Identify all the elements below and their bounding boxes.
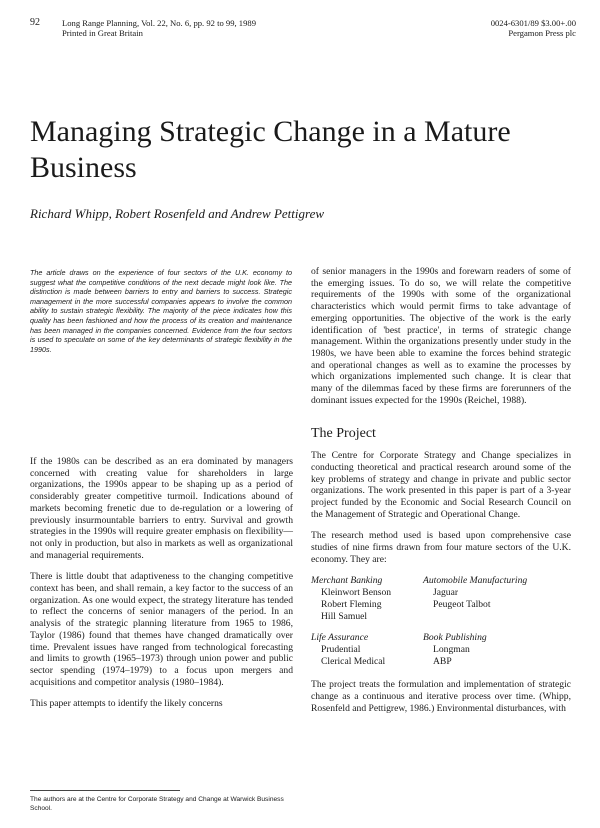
firm-name: Longman [433, 643, 470, 655]
paragraph: If the 1980s can be described as an era dominated by managers concerned with creating value for shareholders in large organizations, the 1990s appear to be shaping up as a period of considerably greater competitive turmoil. Indications abound of markets becoming frenetic due to de-regulation or a lowering of previously insurmountable barriers to entry. Survival and growth strategies in the 1990s will require greater emphasis on flexibility—not only in production, but also in markets as well as organizational and managerial requirements. [30, 456, 293, 561]
paragraph: of senior managers in the 1990s and forewarn readers of some of the emerging issues. To do so, we will relate the competitive requirements of the 1990s with some of the organizational characteristics which would permit firms to take advantage of emerging opportunities. The objective of the work is the early identification of 'best practice', in terms of strategic change management. Within the organizations presently under study in the 1980s, we have been able to examine the forces behind strategic and operational changes as well as to examine the processes by which organizations implemented such change. It is clear that many of the dilemmas faced by these firms are forerunners of the dominant issues expected for the 1990s (Reichel, 1988). [311, 266, 571, 406]
paragraph: This paper attempts to identify the likely concerns [30, 698, 223, 710]
firm-name: Peugeot Talbot [433, 598, 491, 610]
paragraph: The research method used is based upon comprehensive case studies of nine firms drawn from four mature sectors of the U.K. economy. They are: [311, 530, 571, 565]
abstract: The article draws on the experience of four sectors of the U.K. economy to suggest what the competitive conditions of the next decade might look like. The distinction is made between barriers to entry and barriers to success. Strategic management in the more successful companies appears to involve the common ability to sustain strategic flexibility. The majority of the piece indicates how this quality has been fashioned and how the process of its creation and maintenance has been managed in the companies concerned. Evidence from the four sectors is used to speculate on some of the key determinants of strategic flexibility in the 1990s. [30, 268, 292, 354]
sector-life-assurance [311, 632, 423, 667]
firm-name: Robert Fleming [321, 598, 382, 610]
section-heading: The Project [311, 426, 376, 442]
publisher-code [491, 18, 576, 38]
sector-title: Automobile Manufacturing [423, 575, 528, 587]
footnote-divider [30, 790, 180, 791]
firm-name: Hill Samuel [321, 610, 368, 622]
sector-book-publishing [423, 632, 571, 667]
paragraph: There is little doubt that adaptiveness to the changing competitive context has been, and shall remain, a key factor to the success of an organization. As one would expect, the strategy literature has tended to reflect the concerns of senior managers of the period. In an analysis of the strategic planning literature from 1965 to 1986, Taylor (1986) found that themes have changed dramatically over time. Prevalent issues have ranged from technological forecasting and limits to growth (1965–1973) through union power and public sector spending (1974–1979) to a focus upon mergers and acquisitions and competitor analysis (1980–1984). [30, 571, 293, 688]
sector-title: Book Publishing [423, 632, 487, 644]
footnote: The authors are at the Centre for Corporate Strategy and Change at Warwick Business School. [30, 796, 284, 812]
firm-name: Jaguar [433, 587, 459, 599]
firm-name: ABP [433, 655, 452, 667]
firm-name: Clerical Medical [321, 655, 386, 667]
publisher-name: Pergamon Press plc [508, 28, 576, 38]
sector-merchant-banking [311, 575, 423, 622]
sector-automobile [423, 575, 571, 622]
journal-line: Long Range Planning, Vol. 22, No. 6, pp. 92 to 99, 1989 [62, 18, 256, 28]
author-list: Richard Whipp, Robert Rosenfeld and Andrew Pettigrew [30, 206, 325, 221]
paragraph: The project treats the formulation and implementation of strategic change as a continuous and iterative process over time. (Whipp, Rosenfeld and Pettigrew, 1986.) Environmental disturbances, with [311, 679, 571, 714]
article-title: Managing Strategic Change in a Mature Business [30, 115, 511, 184]
left-column [30, 456, 293, 720]
printed-line: Printed in Great Britain [62, 28, 143, 38]
right-column [311, 266, 571, 725]
paragraph: The Centre for Corporate Strategy and Change specializes in conducting theoretical and practical research around some of the key problems of strategy and change in private and public sector organizations. The work presented in this paper is part of a 3-year project funded by the Economic and Social Research Council on the Management of Strategic and Operational Change. [311, 450, 571, 520]
page-number: 92 [30, 17, 40, 28]
firm-name: Kleinwort Benson [321, 587, 392, 599]
journal-citation [62, 18, 256, 38]
firm-name: Prudential [321, 643, 361, 655]
sector-title: Life Assurance [311, 632, 369, 644]
sector-title: Merchant Banking [311, 575, 383, 587]
sector-table [311, 575, 571, 667]
price-code: 0024-6301/89 $3.00+.00 [490, 18, 576, 28]
